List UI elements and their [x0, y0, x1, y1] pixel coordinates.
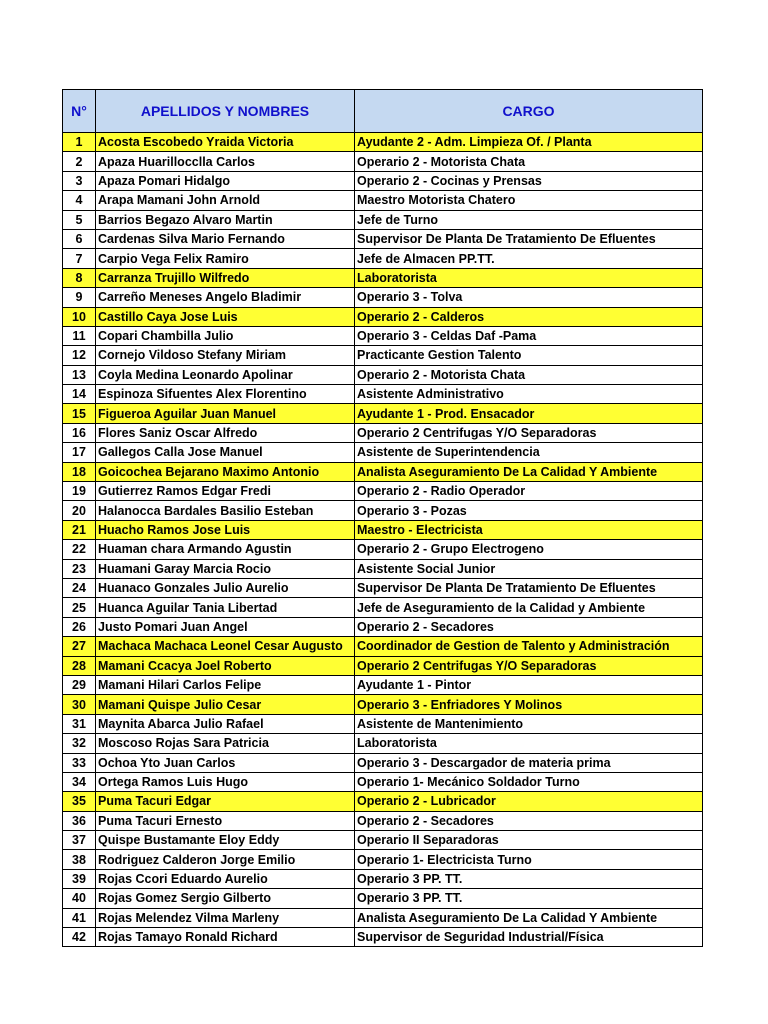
row-number: 1	[63, 133, 96, 152]
table-row	[63, 133, 703, 152]
row-number: 10	[63, 307, 96, 326]
row-name: Quispe Bustamante Eloy Eddy	[96, 831, 355, 850]
row-number: 26	[63, 617, 96, 636]
row-name: Halanocca Bardales Basilio Esteban	[96, 501, 355, 520]
row-name: Maynita Abarca Julio Rafael	[96, 714, 355, 733]
row-number: 13	[63, 365, 96, 384]
table-row	[63, 714, 703, 733]
row-name: Gallegos Calla Jose Manuel	[96, 443, 355, 462]
row-cargo: Jefe de Turno	[355, 210, 703, 229]
table-row	[63, 675, 703, 694]
table-row	[63, 559, 703, 578]
table-row	[63, 540, 703, 559]
row-cargo: Jefe de Almacen PP.TT.	[355, 249, 703, 268]
row-cargo: Laboratorista	[355, 268, 703, 287]
row-number: 22	[63, 540, 96, 559]
table-row	[63, 462, 703, 481]
row-number: 17	[63, 443, 96, 462]
row-number: 39	[63, 869, 96, 888]
table-row	[63, 210, 703, 229]
row-name: Espinoza Sifuentes Alex Florentino	[96, 385, 355, 404]
row-number: 25	[63, 598, 96, 617]
row-number: 12	[63, 346, 96, 365]
row-cargo: Operario 2 - Cocinas y Prensas	[355, 171, 703, 190]
row-number: 31	[63, 714, 96, 733]
row-number: 24	[63, 578, 96, 597]
row-number: 35	[63, 792, 96, 811]
row-name: Huanca Aguilar Tania Libertad	[96, 598, 355, 617]
table-row	[63, 171, 703, 190]
header-number: N°	[63, 90, 96, 133]
header-cargo: CARGO	[355, 90, 703, 133]
row-number: 7	[63, 249, 96, 268]
row-cargo: Operario 3 - Enfriadores Y Molinos	[355, 695, 703, 714]
row-number: 18	[63, 462, 96, 481]
row-cargo: Maestro - Electricista	[355, 520, 703, 539]
row-cargo: Practicante Gestion Talento	[355, 346, 703, 365]
table-row	[63, 656, 703, 675]
table-row	[63, 249, 703, 268]
row-number: 42	[63, 928, 96, 947]
row-cargo: Asistente de Mantenimiento	[355, 714, 703, 733]
row-name: Moscoso Rojas Sara Patricia	[96, 734, 355, 753]
row-name: Rojas Ccori Eduardo Aurelio	[96, 869, 355, 888]
row-cargo: Supervisor De Planta De Tratamiento De Efluentes	[355, 578, 703, 597]
table-row	[63, 152, 703, 171]
row-number: 32	[63, 734, 96, 753]
row-number: 28	[63, 656, 96, 675]
row-cargo: Operario 3 - Celdas Daf -Pama	[355, 326, 703, 345]
row-number: 14	[63, 385, 96, 404]
row-number: 36	[63, 811, 96, 830]
header-name: APELLIDOS Y NOMBRES	[96, 90, 355, 133]
row-name: Carpio Vega Felix Ramiro	[96, 249, 355, 268]
table-row	[63, 385, 703, 404]
row-number: 21	[63, 520, 96, 539]
row-cargo: Operario 2 - Secadores	[355, 617, 703, 636]
row-name: Huamani Garay Marcia Rocio	[96, 559, 355, 578]
row-name: Gutierrez Ramos Edgar Fredi	[96, 482, 355, 501]
row-cargo: Operario 3 - Descargador de materia prima	[355, 753, 703, 772]
row-name: Mamani Quispe Julio Cesar	[96, 695, 355, 714]
row-cargo: Operario 2 - Motorista Chata	[355, 365, 703, 384]
table-row	[63, 288, 703, 307]
table-row	[63, 695, 703, 714]
table-row	[63, 404, 703, 423]
row-cargo: Operario 2 - Radio Operador	[355, 482, 703, 501]
row-cargo: Ayudante 2 - Adm. Limpieza Of. / Planta	[355, 133, 703, 152]
row-number: 16	[63, 423, 96, 442]
row-number: 38	[63, 850, 96, 869]
table-row	[63, 191, 703, 210]
table-row	[63, 268, 703, 287]
row-cargo: Asistente Social Junior	[355, 559, 703, 578]
row-name: Apaza Pomari Hidalgo	[96, 171, 355, 190]
row-number: 29	[63, 675, 96, 694]
table-row	[63, 772, 703, 791]
row-number: 37	[63, 831, 96, 850]
row-number: 15	[63, 404, 96, 423]
row-number: 3	[63, 171, 96, 190]
row-name: Mamani Hilari Carlos Felipe	[96, 675, 355, 694]
row-name: Rojas Tamayo Ronald Richard	[96, 928, 355, 947]
row-number: 6	[63, 229, 96, 248]
row-name: Carranza Trujillo Wilfredo	[96, 268, 355, 287]
row-number: 20	[63, 501, 96, 520]
row-cargo: Operario II Separadoras	[355, 831, 703, 850]
row-name: Apaza Huarillocclla Carlos	[96, 152, 355, 171]
row-name: Cardenas Silva Mario Fernando	[96, 229, 355, 248]
row-number: 9	[63, 288, 96, 307]
row-cargo: Supervisor De Planta De Tratamiento De Efluentes	[355, 229, 703, 248]
row-cargo: Analista Aseguramiento De La Calidad Y Ambiente	[355, 462, 703, 481]
row-cargo: Analista Aseguramiento De La Calidad Y Ambiente	[355, 908, 703, 927]
row-number: 40	[63, 889, 96, 908]
row-name: Rodriguez Calderon Jorge Emilio	[96, 850, 355, 869]
table-row	[63, 346, 703, 365]
row-cargo: Maestro Motorista Chatero	[355, 191, 703, 210]
row-name: Machaca Machaca Leonel Cesar Augusto	[96, 637, 355, 656]
table-row	[63, 229, 703, 248]
row-cargo: Operario 2 - Lubricador	[355, 792, 703, 811]
table-row	[63, 637, 703, 656]
row-name: Mamani Ccacya Joel Roberto	[96, 656, 355, 675]
row-name: Cornejo Vildoso Stefany Miriam	[96, 346, 355, 365]
row-cargo: Ayudante 1 - Prod. Ensacador	[355, 404, 703, 423]
row-cargo: Operario 2 - Secadores	[355, 811, 703, 830]
staff-table	[62, 89, 703, 947]
row-cargo: Operario 3 PP. TT.	[355, 889, 703, 908]
table-row	[63, 598, 703, 617]
row-name: Ochoa Yto Juan Carlos	[96, 753, 355, 772]
row-name: Acosta Escobedo Yraida Victoria	[96, 133, 355, 152]
table-row	[63, 869, 703, 888]
row-cargo: Ayudante 1 - Pintor	[355, 675, 703, 694]
row-cargo: Operario 2 - Grupo Electrogeno	[355, 540, 703, 559]
row-cargo: Operario 2 Centrifugas Y/O Separadoras	[355, 423, 703, 442]
table-row	[63, 889, 703, 908]
row-cargo: Asistente de Superintendencia	[355, 443, 703, 462]
row-name: Flores Saniz Oscar Alfredo	[96, 423, 355, 442]
row-number: 19	[63, 482, 96, 501]
row-cargo: Coordinador de Gestion de Talento y Administración	[355, 637, 703, 656]
row-name: Coyla Medina Leonardo Apolinar	[96, 365, 355, 384]
table-row	[63, 831, 703, 850]
row-name: Arapa Mamani John Arnold	[96, 191, 355, 210]
row-name: Huacho Ramos Jose Luis	[96, 520, 355, 539]
row-number: 23	[63, 559, 96, 578]
row-cargo: Operario 2 Centrifugas Y/O Separadoras	[355, 656, 703, 675]
row-name: Rojas Melendez Vilma Marleny	[96, 908, 355, 927]
table-row	[63, 928, 703, 947]
table-row	[63, 365, 703, 384]
row-cargo: Operario 1- Mecánico Soldador Turno	[355, 772, 703, 791]
row-number: 33	[63, 753, 96, 772]
table-row	[63, 850, 703, 869]
row-cargo: Asistente Administrativo	[355, 385, 703, 404]
row-cargo: Operario 1- Electricista Turno	[355, 850, 703, 869]
header-row	[63, 90, 703, 133]
row-name: Figueroa Aguilar Juan Manuel	[96, 404, 355, 423]
table-row	[63, 520, 703, 539]
row-number: 34	[63, 772, 96, 791]
table-row	[63, 578, 703, 597]
row-number: 41	[63, 908, 96, 927]
row-number: 27	[63, 637, 96, 656]
row-name: Ortega Ramos Luis Hugo	[96, 772, 355, 791]
table-row	[63, 617, 703, 636]
row-cargo: Operario 3 - Pozas	[355, 501, 703, 520]
table-row	[63, 501, 703, 520]
table-row	[63, 423, 703, 442]
row-name: Goicochea Bejarano Maximo Antonio	[96, 462, 355, 481]
row-name: Carreño Meneses Angelo Bladimir	[96, 288, 355, 307]
row-name: Rojas Gomez Sergio Gilberto	[96, 889, 355, 908]
table-row	[63, 811, 703, 830]
row-number: 5	[63, 210, 96, 229]
row-name: Huaman chara Armando Agustin	[96, 540, 355, 559]
row-name: Puma Tacuri Edgar	[96, 792, 355, 811]
table-row	[63, 908, 703, 927]
row-number: 4	[63, 191, 96, 210]
row-cargo: Operario 3 - Tolva	[355, 288, 703, 307]
row-cargo: Operario 2 - Motorista Chata	[355, 152, 703, 171]
table-row	[63, 307, 703, 326]
row-name: Justo Pomari Juan Angel	[96, 617, 355, 636]
row-cargo: Laboratorista	[355, 734, 703, 753]
table-row	[63, 734, 703, 753]
row-name: Huanaco Gonzales Julio Aurelio	[96, 578, 355, 597]
row-number: 30	[63, 695, 96, 714]
table-row	[63, 753, 703, 772]
table-row	[63, 443, 703, 462]
row-name: Puma Tacuri Ernesto	[96, 811, 355, 830]
row-cargo: Supervisor de Seguridad Industrial/Física	[355, 928, 703, 947]
row-name: Castillo Caya Jose Luis	[96, 307, 355, 326]
row-cargo: Jefe de Aseguramiento de la Calidad y Ambiente	[355, 598, 703, 617]
row-name: Copari Chambilla Julio	[96, 326, 355, 345]
row-cargo: Operario 2 - Calderos	[355, 307, 703, 326]
table-row	[63, 326, 703, 345]
table-row	[63, 482, 703, 501]
row-number: 8	[63, 268, 96, 287]
row-name: Barrios Begazo Alvaro Martin	[96, 210, 355, 229]
row-number: 2	[63, 152, 96, 171]
table-row	[63, 792, 703, 811]
row-cargo: Operario 3 PP. TT.	[355, 869, 703, 888]
row-number: 11	[63, 326, 96, 345]
